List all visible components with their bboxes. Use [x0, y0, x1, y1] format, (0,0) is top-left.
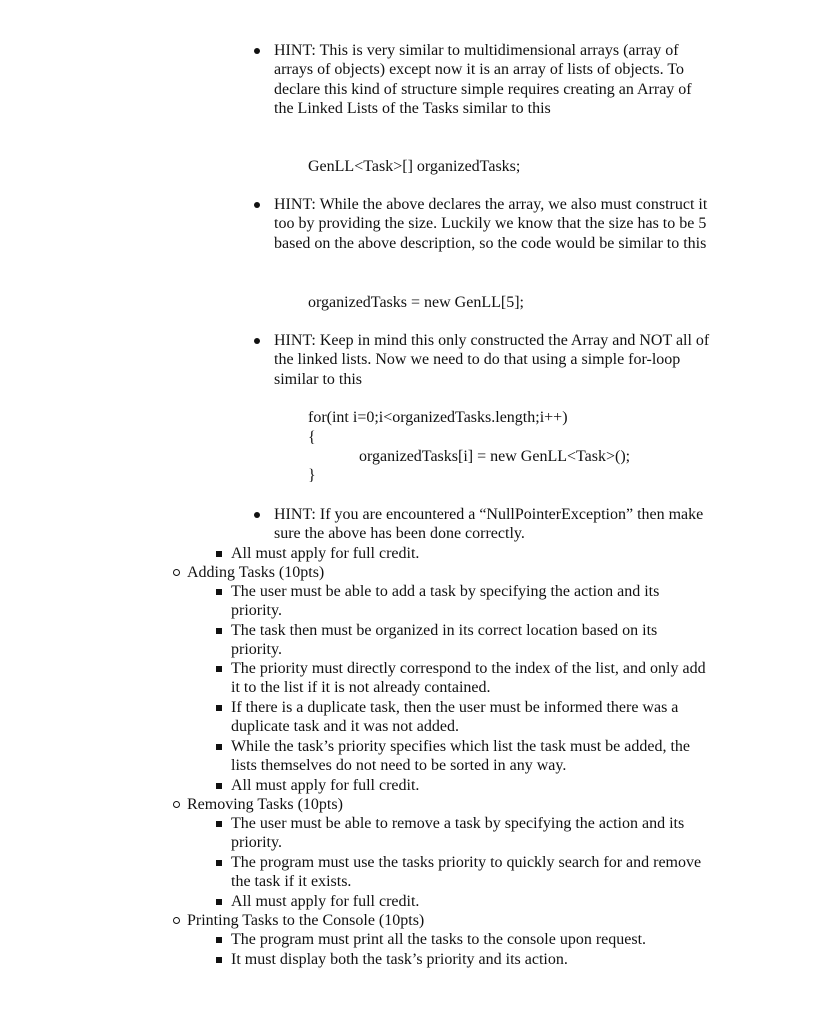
bullet-icon [254, 202, 260, 208]
list-item-text: The user must be able to add a task by specifying the action and its priority. [231, 583, 660, 620]
section-heading-adding: Adding Tasks (10pts) [187, 563, 707, 582]
circle-bullet-icon [173, 569, 180, 576]
hint-text: HINT: If you are encountered a “NullPointerException” then make sure the above has been done correctly. [274, 506, 704, 543]
code-line: organizedTasks = new GenLL[5]; [308, 294, 524, 311]
list-item [231, 582, 711, 621]
square-bullet-icon [216, 744, 222, 750]
hint-item [274, 41, 714, 119]
list-item [231, 776, 711, 795]
square-bullet-icon [216, 937, 222, 943]
square-bullet-icon [216, 666, 222, 672]
section-heading-removing: Removing Tasks (10pts) [187, 795, 707, 814]
list-item-text: The priority must directly correspond to the index of the list, and only add it to the list if it is not already contained. [231, 660, 706, 697]
square-bullet-icon [216, 628, 222, 634]
list-item-text: The program must use the tasks priority to quickly search for and remove the task if it exists. [231, 854, 702, 891]
code-line: GenLL<Task>[] organizedTasks; [308, 158, 521, 175]
square-bullet-icon [216, 705, 222, 711]
list-item [231, 737, 711, 776]
list-item-text: All must apply for full credit. [231, 777, 420, 794]
bullet-icon [254, 512, 260, 518]
square-bullet-icon [216, 589, 222, 595]
list-item-text: The user must be able to remove a task by specifying the action and its priority. [231, 815, 685, 852]
square-bullet-icon [216, 821, 222, 827]
hint-text: HINT: While the above declares the array, we also must construct it too by providing the size. Luckily we know that the size has to be 5 based on the above description, so the code would be similar to this [274, 196, 708, 252]
list-item-text: The task then must be organized in its correct location based on its priority. [231, 622, 658, 659]
square-bullet-icon [216, 783, 222, 789]
list-item-text: If there is a duplicate task, then the user must be informed there was a duplicate task and it was not added. [231, 699, 679, 736]
list-item-text: The program must print all the tasks to the console upon request. [231, 931, 647, 948]
hint-item [274, 505, 714, 544]
bullet-icon [254, 48, 260, 54]
circle-bullet-icon [173, 801, 180, 808]
section-heading-printing: Printing Tasks to the Console (10pts) [187, 911, 707, 930]
square-bullet-icon [216, 899, 222, 905]
list-item [231, 814, 711, 853]
list-item-text: It must display both the task’s priority and its action. [231, 951, 568, 968]
list-item-text: All must apply for full credit. [231, 893, 420, 910]
square-bullet-icon [216, 860, 222, 866]
list-item-text: While the task’s priority specifies which list the task must be added, the lists themselves do not need to be sorted in any way. [231, 738, 691, 775]
list-item [231, 930, 711, 949]
code-line: } [308, 467, 316, 484]
code-line: organizedTasks[i] = new GenLL<Task>(); [359, 448, 631, 465]
square-bullet-icon [216, 957, 222, 963]
list-item [231, 698, 711, 737]
hint-item [274, 331, 714, 389]
list-item [231, 621, 711, 660]
list-item [231, 853, 711, 892]
bullet-icon [254, 338, 260, 344]
list-item [231, 544, 711, 563]
list-item [231, 659, 711, 698]
circle-bullet-icon [173, 917, 180, 924]
code-line: for(int i=0;i<organizedTasks.length;i++) [308, 409, 568, 426]
list-item-text: All must apply for full credit. [231, 545, 420, 562]
hint-text: HINT: This is very similar to multidimensional arrays (array of arrays of objects) except now it is an array of lists of objects. To declare this kind of structure simple requires creating an Array of the Linked Lists of the Tasks similar to this [274, 42, 692, 118]
hint-item [274, 195, 714, 253]
square-bullet-icon [216, 551, 222, 557]
code-line: { [308, 429, 316, 446]
hint-text: HINT: Keep in mind this only constructed the Array and NOT all of the linked lists. Now we need to do that using a simple for-loop similar to this [274, 332, 710, 388]
list-item [231, 892, 711, 911]
list-item [231, 950, 711, 969]
